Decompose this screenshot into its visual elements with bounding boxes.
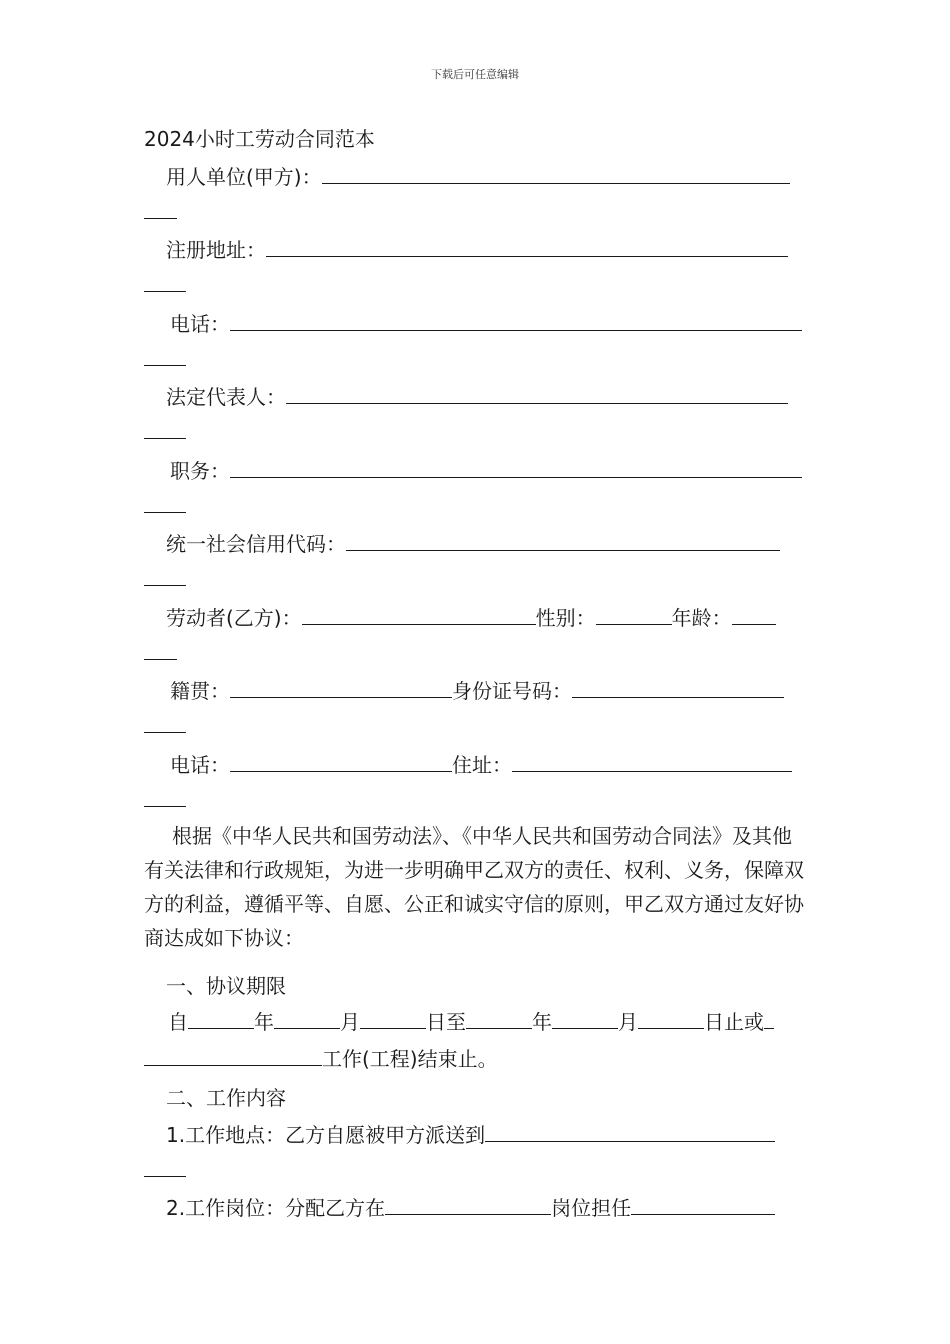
origin-row	[170, 675, 784, 704]
age-field[interactable]	[732, 604, 776, 625]
project-field[interactable]	[144, 1045, 322, 1066]
origin-label: 籍贯：	[170, 679, 230, 703]
id-label: 身份证号码：	[452, 679, 572, 703]
phone-a-row	[170, 308, 802, 337]
job-position-mid: 岗位担任	[551, 1196, 632, 1220]
document-title: 2024小时工劳动合同范本	[144, 127, 375, 151]
project-field-start[interactable]	[764, 1008, 774, 1029]
term-year2: 年	[532, 1010, 552, 1034]
phone-b-row	[170, 749, 792, 778]
credit-code-field[interactable]	[346, 530, 780, 551]
term-month: 月	[340, 1010, 360, 1034]
legal-rep-label: 法定代表人：	[166, 385, 286, 409]
term-day-end: 日止或	[704, 1010, 764, 1034]
end-year-field[interactable]	[466, 1008, 532, 1029]
term-from: 自	[168, 1010, 188, 1034]
age-label: 年龄：	[671, 606, 732, 630]
residence-label: 住址：	[452, 753, 512, 777]
job-position-label: 2.工作岗位：分配乙方在	[166, 1196, 386, 1220]
legal-rep-field[interactable]	[286, 383, 788, 404]
gender-label: 性别：	[535, 606, 596, 630]
address-row	[166, 234, 788, 263]
work-location-field[interactable]	[485, 1121, 775, 1142]
employer-row	[166, 161, 790, 190]
section1-heading: 一、协议期限	[166, 974, 286, 998]
legal-rep-row	[166, 381, 788, 410]
work-location-field-continuation	[144, 1176, 186, 1177]
phone-a-label: 电话：	[170, 312, 230, 336]
legal-rep-field-continuation	[144, 438, 186, 439]
residence-field-continuation	[144, 806, 186, 807]
employer-field-continuation	[144, 218, 177, 219]
start-year-field[interactable]	[188, 1008, 254, 1029]
credit-code-row	[166, 528, 780, 557]
position-field-continuation	[144, 512, 186, 513]
age-field-continuation	[144, 659, 177, 660]
id-number-field[interactable]	[572, 677, 784, 698]
term-year: 年	[254, 1010, 274, 1034]
role-field[interactable]	[631, 1194, 775, 1215]
address-field-continuation	[144, 291, 186, 292]
section2-heading: 二、工作内容	[166, 1086, 286, 1110]
start-month-field[interactable]	[274, 1008, 340, 1029]
job-position-row	[166, 1192, 775, 1221]
credit-code-label: 统一社会信用代码：	[166, 532, 346, 556]
id-field-continuation	[144, 732, 186, 733]
phone-a-field-continuation	[144, 365, 186, 366]
worker-row	[166, 602, 776, 631]
address-field[interactable]	[266, 236, 788, 257]
preamble-paragraph: 根据《中华人民共和国劳动法》、《中华人民共和国劳动合同法》及其他有关法律和行政规矩，为进一步明确甲乙双方的责任、权利、义务，保障双方的利益，遵循平等、自愿、公正和诚实守信的原则，甲乙双方通过友好协商达成如下协议：	[144, 824, 804, 950]
department-field[interactable]	[385, 1194, 551, 1215]
work-location-label: 1.工作地点：乙方自愿被甲方派送到	[166, 1123, 486, 1147]
term-day-to: 日至	[426, 1010, 466, 1034]
residence-field[interactable]	[512, 751, 792, 772]
employer-label: 用人单位(甲方)：	[166, 165, 322, 189]
position-label: 职务：	[170, 459, 230, 483]
start-day-field[interactable]	[360, 1008, 426, 1029]
address-label: 注册地址：	[166, 238, 266, 262]
worker-label: 劳动者(乙方)：	[166, 606, 302, 630]
project-end-label: 工作(工程)结束止。	[322, 1047, 498, 1071]
position-field[interactable]	[230, 457, 802, 478]
employer-field[interactable]	[322, 163, 790, 184]
work-location-row	[166, 1119, 775, 1148]
page-header-note: 下载后可任意编辑	[431, 68, 519, 81]
position-row	[170, 455, 802, 484]
origin-field[interactable]	[230, 677, 452, 698]
gender-field[interactable]	[596, 604, 672, 625]
phone-b-label: 电话：	[170, 753, 230, 777]
phone-a-field[interactable]	[230, 310, 802, 331]
term-month2: 月	[618, 1010, 638, 1034]
credit-code-field-continuation	[144, 585, 186, 586]
project-row	[144, 1043, 498, 1072]
term-row	[168, 1006, 774, 1035]
end-day-field[interactable]	[638, 1008, 704, 1029]
end-month-field[interactable]	[552, 1008, 618, 1029]
worker-name-field[interactable]	[302, 604, 536, 625]
phone-b-field[interactable]	[230, 751, 452, 772]
